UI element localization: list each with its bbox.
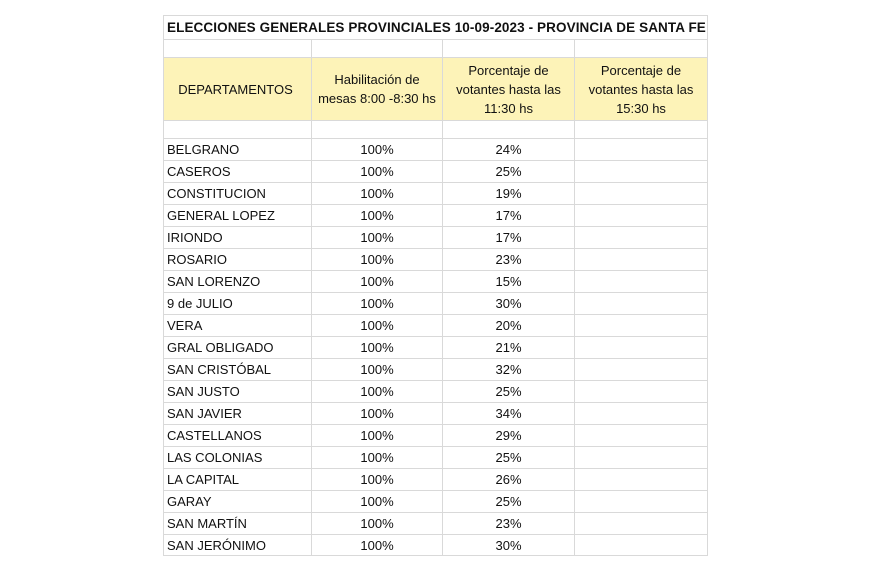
table-row	[163, 292, 708, 314]
table-row	[163, 248, 708, 270]
cell-habilitacion: 100%	[311, 468, 442, 490]
cell-departamento: 9 de JULIO	[163, 292, 311, 314]
cell-porcentaje-1530	[574, 424, 708, 446]
cell-porcentaje-1130: 20%	[442, 314, 574, 336]
header-habilitacion-text: Habilitación de mesas 8:00 -8:30 hs	[318, 72, 436, 106]
cell-habilitacion: 100%	[311, 292, 442, 314]
cell-porcentaje-1130: 30%	[442, 292, 574, 314]
cell-porcentaje-1530	[574, 358, 708, 380]
blank-cell	[442, 120, 574, 138]
cell-departamento: GENERAL LOPEZ	[163, 204, 311, 226]
cell-departamento: IRIONDO	[163, 226, 311, 248]
blank-cell	[311, 39, 442, 57]
cell-departamento: CONSTITUCION	[163, 182, 311, 204]
cell-departamento: SAN JERÓNIMO	[163, 534, 311, 556]
cell-porcentaje-1130: 25%	[442, 160, 574, 182]
cell-departamento: BELGRANO	[163, 138, 311, 160]
cell-porcentaje-1130: 26%	[442, 468, 574, 490]
cell-departamento: SAN JAVIER	[163, 402, 311, 424]
cell-porcentaje-1130: 32%	[442, 358, 574, 380]
cell-porcentaje-1130: 17%	[442, 226, 574, 248]
header-porcentaje-1530-text: Porcentaje de votantes hasta las 15:30 hs	[588, 62, 694, 116]
cell-departamento: SAN MARTÍN	[163, 512, 311, 534]
cell-habilitacion: 100%	[311, 270, 442, 292]
cell-porcentaje-1530	[574, 182, 708, 204]
header-porcentaje-1130	[442, 57, 574, 120]
cell-porcentaje-1530	[574, 336, 708, 358]
blank-cell	[574, 39, 708, 57]
cell-porcentaje-1130: 15%	[442, 270, 574, 292]
cell-departamento: SAN CRISTÓBAL	[163, 358, 311, 380]
cell-porcentaje-1130: 30%	[442, 534, 574, 556]
cell-habilitacion: 100%	[311, 358, 442, 380]
table-row	[163, 226, 708, 248]
table-row	[163, 138, 708, 160]
cell-departamento: GRAL OBLIGADO	[163, 336, 311, 358]
cell-habilitacion: 100%	[311, 512, 442, 534]
header-departamentos-text: DEPARTAMENTOS	[178, 81, 293, 97]
cell-porcentaje-1130: 17%	[442, 204, 574, 226]
sheet-title: ELECCIONES GENERALES PROVINCIALES 10-09-2023 - PROVINCIA DE SANTA FE	[163, 15, 708, 39]
blank-row	[163, 39, 708, 57]
cell-porcentaje-1130: 21%	[442, 336, 574, 358]
header-departamentos	[163, 57, 311, 120]
cell-habilitacion: 100%	[311, 490, 442, 512]
cell-habilitacion: 100%	[311, 534, 442, 556]
table-row	[163, 270, 708, 292]
cell-habilitacion: 100%	[311, 182, 442, 204]
cell-departamento: SAN LORENZO	[163, 270, 311, 292]
cell-departamento: LAS COLONIAS	[163, 446, 311, 468]
cell-habilitacion: 100%	[311, 380, 442, 402]
cell-porcentaje-1530	[574, 534, 708, 556]
cell-porcentaje-1530	[574, 512, 708, 534]
table-row	[163, 160, 708, 182]
cell-porcentaje-1130: 19%	[442, 182, 574, 204]
blank-row	[163, 120, 708, 138]
blank-cell	[442, 39, 574, 57]
cell-porcentaje-1530	[574, 270, 708, 292]
cell-departamento: LA CAPITAL	[163, 468, 311, 490]
cell-porcentaje-1530	[574, 314, 708, 336]
table-row	[163, 534, 708, 556]
table-row	[163, 336, 708, 358]
blank-cell	[311, 120, 442, 138]
cell-porcentaje-1130: 23%	[442, 512, 574, 534]
cell-porcentaje-1130: 23%	[442, 248, 574, 270]
cell-departamento: CASEROS	[163, 160, 311, 182]
cell-habilitacion: 100%	[311, 424, 442, 446]
table-row	[163, 490, 708, 512]
cell-porcentaje-1530	[574, 380, 708, 402]
cell-porcentaje-1130: 29%	[442, 424, 574, 446]
table-row	[163, 402, 708, 424]
cell-porcentaje-1530	[574, 468, 708, 490]
header-porcentaje-1130-text: Porcentaje de votantes hasta las 11:30 hs	[456, 62, 561, 116]
header-row	[163, 57, 708, 120]
cell-porcentaje-1530	[574, 292, 708, 314]
cell-habilitacion: 100%	[311, 446, 442, 468]
blank-cell	[163, 39, 311, 57]
header-habilitacion	[311, 57, 442, 120]
blank-cell	[163, 120, 311, 138]
table-row	[163, 380, 708, 402]
table-row	[163, 446, 708, 468]
table-row	[163, 358, 708, 380]
cell-habilitacion: 100%	[311, 226, 442, 248]
cell-porcentaje-1530	[574, 226, 708, 248]
cell-habilitacion: 100%	[311, 336, 442, 358]
cell-habilitacion: 100%	[311, 402, 442, 424]
cell-habilitacion: 100%	[311, 160, 442, 182]
table-row	[163, 182, 708, 204]
cell-porcentaje-1130: 25%	[442, 446, 574, 468]
data-rows	[163, 138, 708, 556]
table-row	[163, 512, 708, 534]
table-row	[163, 468, 708, 490]
table-row	[163, 204, 708, 226]
table-row	[163, 314, 708, 336]
cell-porcentaje-1130: 34%	[442, 402, 574, 424]
cell-departamento: VERA	[163, 314, 311, 336]
cell-departamento: SAN JUSTO	[163, 380, 311, 402]
cell-porcentaje-1130: 25%	[442, 380, 574, 402]
header-porcentaje-1530	[574, 57, 708, 120]
cell-porcentaje-1530	[574, 204, 708, 226]
cell-porcentaje-1530	[574, 160, 708, 182]
blank-cell	[574, 120, 708, 138]
cell-porcentaje-1530	[574, 490, 708, 512]
cell-porcentaje-1530	[574, 138, 708, 160]
spreadsheet-table	[163, 15, 708, 556]
cell-departamento: CASTELLANOS	[163, 424, 311, 446]
cell-habilitacion: 100%	[311, 138, 442, 160]
table-row	[163, 424, 708, 446]
cell-habilitacion: 100%	[311, 248, 442, 270]
cell-habilitacion: 100%	[311, 314, 442, 336]
cell-habilitacion: 100%	[311, 204, 442, 226]
cell-porcentaje-1530	[574, 446, 708, 468]
cell-porcentaje-1530	[574, 248, 708, 270]
cell-porcentaje-1130: 25%	[442, 490, 574, 512]
cell-departamento: ROSARIO	[163, 248, 311, 270]
cell-porcentaje-1130: 24%	[442, 138, 574, 160]
cell-departamento: GARAY	[163, 490, 311, 512]
cell-porcentaje-1530	[574, 402, 708, 424]
